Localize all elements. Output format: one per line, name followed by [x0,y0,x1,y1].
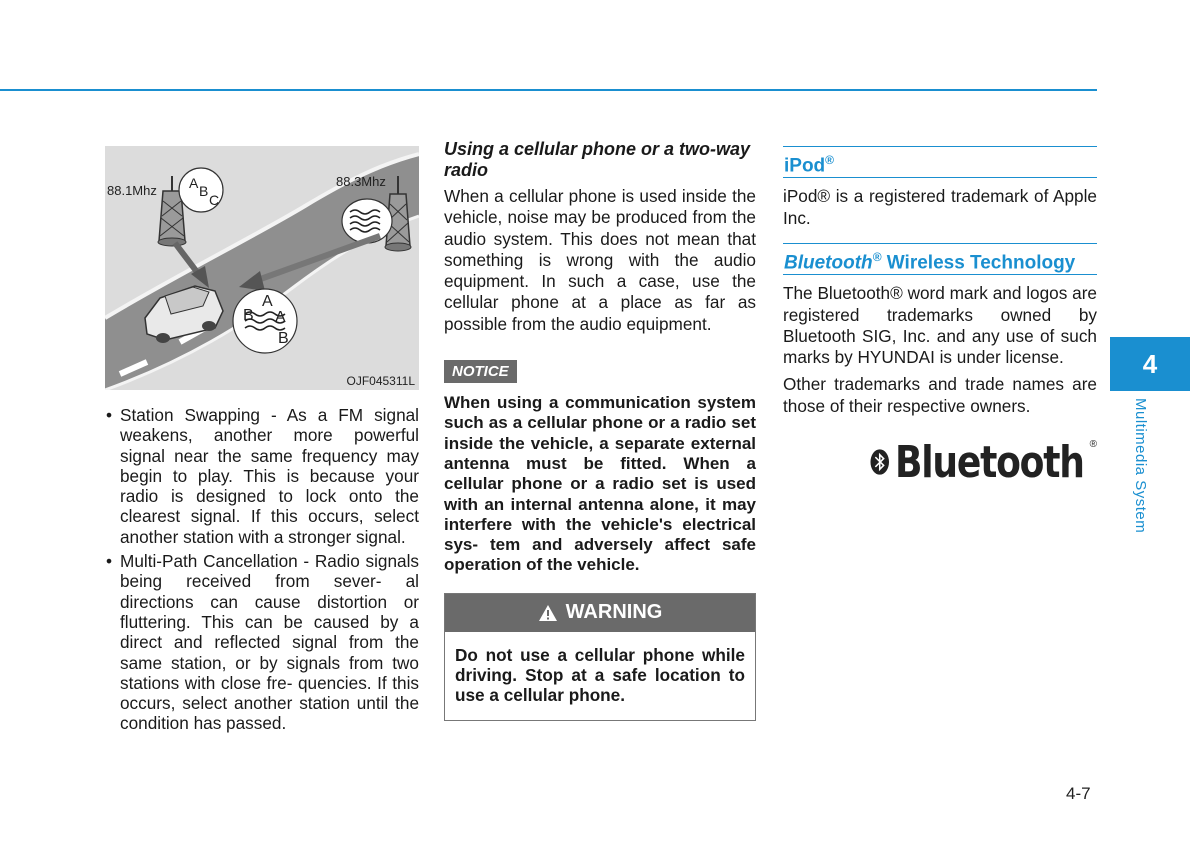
registered-mark: ® [872,249,882,264]
warning-box [444,593,756,721]
bubble-letter: C [209,192,220,208]
warning-triangle-icon [538,604,558,622]
warning-label: WARNING [565,601,663,624]
column-middle [444,139,756,721]
bluetooth-heading-italic: Bluetooth [784,252,873,274]
chapter-number-tab: 4 [1110,337,1190,391]
bluetooth-logo [870,435,1097,489]
bubble-letter: A [262,293,273,310]
bluetooth-heading-rest: Wireless Technology [881,252,1076,274]
logo-registered-mark: ® [1089,439,1097,451]
other-trademarks-text: Other trademarks and trade names are those of their respective owners. [783,374,1097,416]
ipod-heading-text: iPod [784,155,826,177]
notice-badge: NOTICE [444,360,517,383]
column-right [783,146,1097,489]
bubble-letter: A [275,309,286,326]
radio-signal-figure [105,146,419,390]
bullet-list [103,405,419,734]
list-item: • Multi-Path Cancellation - Radio signals being received from sever- al directions can cause distortion or fluttering. This can be caused by a direct and reflected signal from the same station, or by signals from two stations with close fre- quencies. If this occurs, select another station until the condition has passed. [103,551,419,734]
warning-header [445,594,755,632]
bubble-letter: A [189,175,199,191]
bluetooth-body-text: The Bluetooth® word mark and logos are registered trademarks owned by Bluetooth SIG, Inc. and any use of such marks by HYUNDAI is under license. [783,283,1097,368]
cellular-body-text: When a cellular phone is used inside the vehicle, noise may be produced from the audio system. This does not mean that something is wrong with the audio equipment. In such a case, use the cellular phone at a place as far as possible from the audio equipment. [444,186,756,334]
chapter-label: Multimedia System [1132,398,1149,534]
section-heading-cellular: Using a cellular phone or a two-way radio [444,139,751,180]
signal-bubble-right [342,199,392,243]
notice-text: When using a communication system such as a cellular phone or a radio set inside the vehicle, a separate external antenna must be fitted. When a cellular phone or a radio set is used with an internal antenna alone, it may interfere with the vehicle's electrical sys- tem and adversely affect safe operation of the vehicle. [444,393,756,575]
frequency-label-left: 88.1Mhz [107,183,157,198]
section-heading-bluetooth [783,243,1097,275]
page-number: 4-7 [1066,784,1091,803]
column-left [103,405,419,738]
bubble-letter: B [278,330,289,347]
ipod-body-text: iPod® is a registered trademark of Apple Inc. [783,186,1097,228]
figure-code: OJF045311L [346,374,415,388]
bluetooth-icon [870,435,889,489]
section-heading-ipod [783,146,1097,178]
warning-text: Do not use a cellular phone while driving. Stop at a safe location to use a cellular phone. [455,644,745,706]
bubble-letter: B [243,307,254,324]
bubble-letter: B [199,183,209,199]
frequency-label-right: 88.3Mhz [336,174,386,189]
bluetooth-wordmark: Bluetooth [895,436,1085,488]
top-rule [0,89,1097,91]
registered-mark: ® [825,153,835,167]
list-item: • Station Swapping - As a FM signal weakens, another more powerful signal near the same frequency may begin to play. This is because your radio is designed to lock onto the clearest signal. If this occurs, select another station with a stronger signal. [103,405,419,547]
radio-signal-illustration [105,146,419,390]
